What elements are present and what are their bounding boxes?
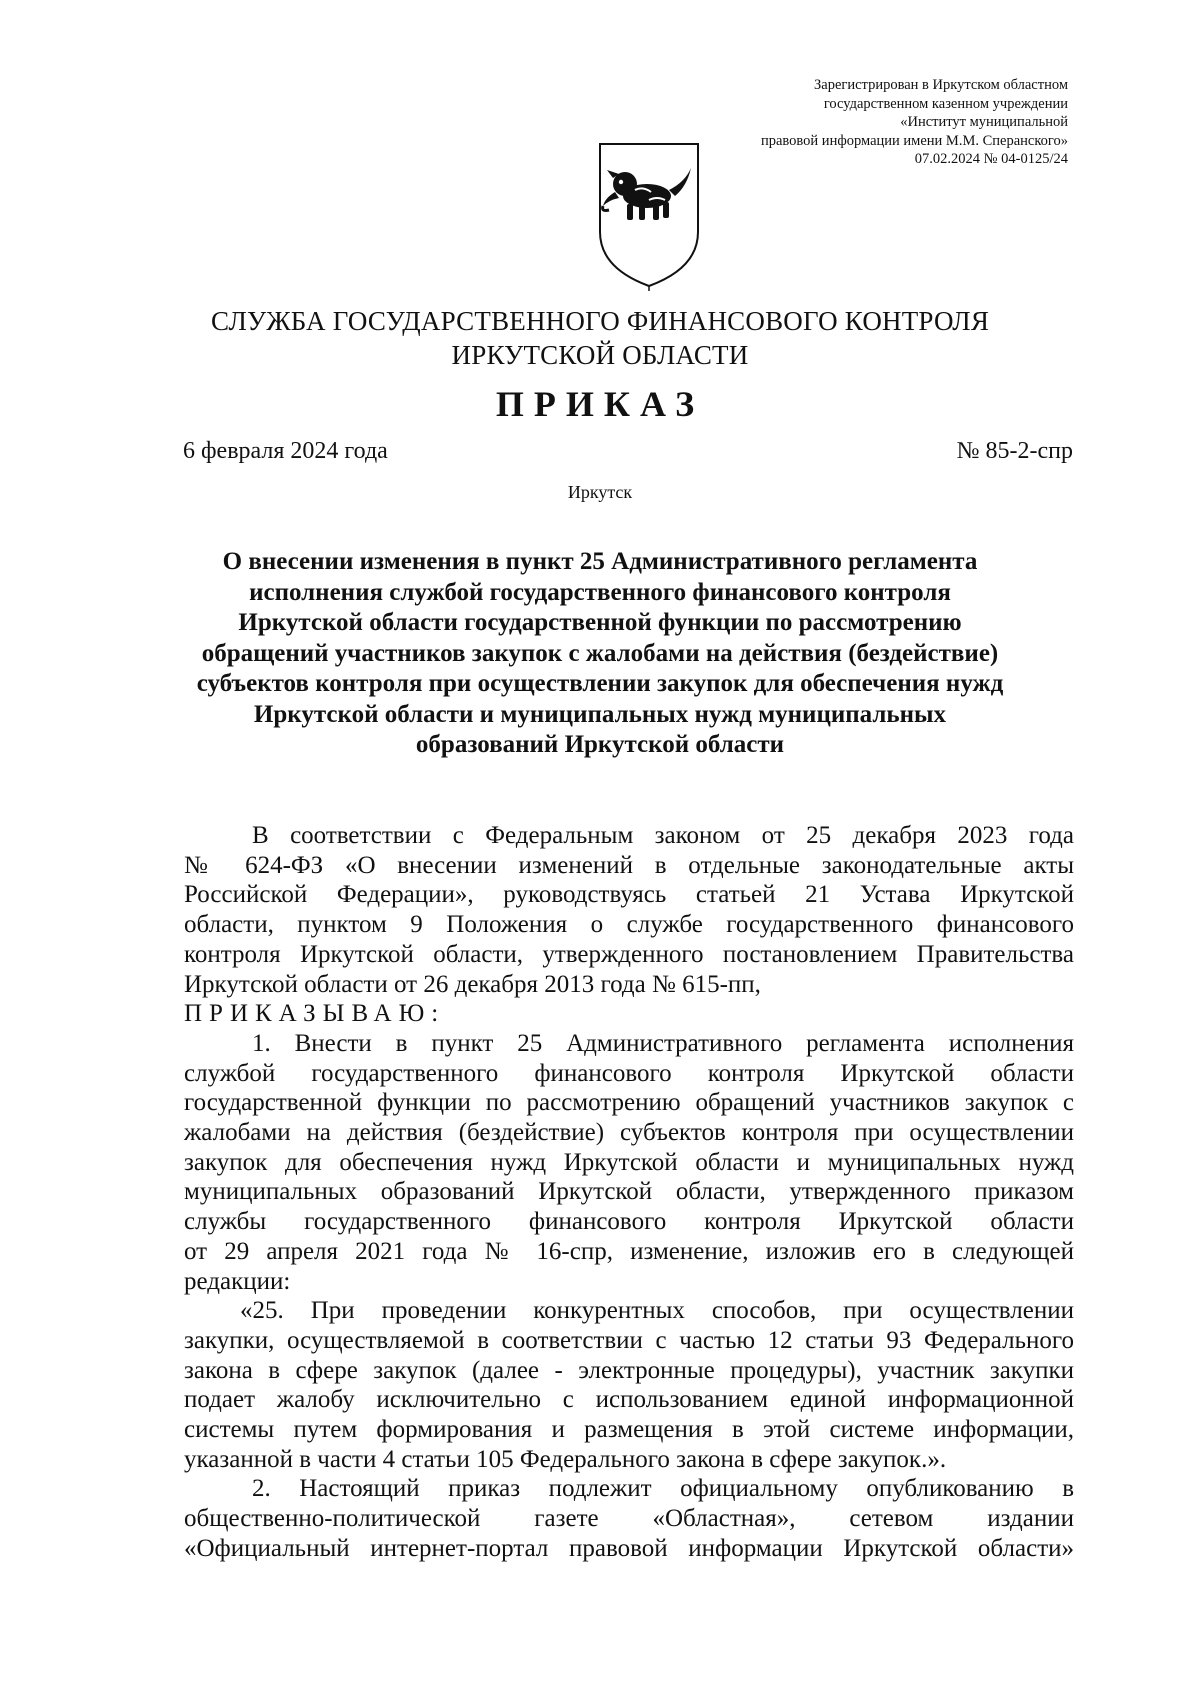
item-25-line: указанной в части 4 статьи 105 Федерального закона в сфере закупок.».	[184, 1445, 947, 1473]
irkutsk-coat-of-arms-icon	[597, 140, 701, 292]
item-2-line: 2. Настоящий приказ подлежит официальному опубликованию в	[252, 1475, 1074, 1503]
subject-line: образований Иркутской области	[415, 731, 785, 758]
document-city: Иркутск	[567, 482, 633, 502]
item-1-line: службы государственного финансового контроля Иркутской области	[184, 1208, 1074, 1236]
subject-line: О внесении изменения в пункт 25 Административного регламента	[222, 548, 978, 575]
registration-line: правовой информации имени М.М. Сперанского»	[760, 132, 1068, 149]
item-2-line: «Официальный интернет-портал правовой информации Иркутской области»	[184, 1534, 1074, 1562]
preamble-line: контроля Иркутской области, утвержденного постановлением Правительства	[184, 940, 1074, 968]
document-subject	[160, 547, 1040, 761]
item-1-line: государственной функции по рассмотрению обращений участников закупок с	[184, 1089, 1074, 1117]
registration-line: государственном казенном учреждении	[823, 95, 1068, 112]
preamble-line: Иркутской области от 26 декабря 2013 года № 615-пп,	[184, 970, 761, 998]
item-1-line: муниципальных образований Иркутской области, утвержденного приказом	[184, 1178, 1074, 1206]
document-number: № 85-2-спр	[956, 438, 1073, 464]
item-1-line: службой государственного финансового контроля Иркутской области	[184, 1059, 1074, 1087]
document-body	[184, 821, 1074, 1564]
item-25-line: «25. При проведении конкурентных способов, при осуществлении	[240, 1297, 1074, 1325]
subject-line: исполнения службой государственного финансового контроля	[249, 578, 951, 606]
item-25-line: системы путем формирования и размещения в этой системе информации,	[184, 1416, 1074, 1444]
agency-name	[160, 304, 1040, 372]
subject-line: Иркутской области государственной функции по рассмотрению	[238, 609, 962, 636]
registration-date-number: 07.02.2024 № 04-0125/24	[914, 151, 1068, 167]
order-word: ПРИКАЗЫВАЮ:	[184, 1000, 446, 1028]
agency-name-line: СЛУЖБА ГОСУДАРСТВЕННОГО ФИНАНСОВОГО КОНТРОЛЯ	[210, 306, 990, 336]
registration-line: «Институт муниципальной	[900, 114, 1068, 130]
item-1-line: от 29 апреля 2021 года № 16-спр, изменение, изложив его в следующей	[184, 1237, 1074, 1265]
preamble-line: № 624-ФЗ «О внесении изменений в отдельные законодательные акты	[184, 851, 1074, 879]
preamble-line: В соответствии с Федеральным законом от 25 декабря 2023 года	[252, 822, 1074, 849]
registration-line: Зарегистрирован в Иркутском областном	[814, 77, 1068, 93]
item-2-line: общественно-политической газете «Областная», сетевом издании	[184, 1505, 1074, 1533]
document-type: ПРИКАЗ	[495, 384, 705, 424]
subject-line: обращений участников закупок с жалобами на действия (бездействие)	[201, 639, 999, 667]
document-date: 6 февраля 2024 года	[183, 438, 388, 464]
subject-line: Иркутской области и муниципальных нужд муниципальных	[253, 700, 947, 728]
item-25-line: подает жалобу исключительно с использованием единой информационной	[184, 1386, 1074, 1414]
agency-name-line: ИРКУТСКОЙ ОБЛАСТИ	[451, 340, 749, 370]
item-25-line: закона в сфере закупок (далее - электронные процедуры), участник закупки	[184, 1356, 1074, 1384]
item-1-line: 1. Внести в пункт 25 Административного регламента исполнения	[252, 1029, 1074, 1057]
preamble-line: области, пунктом 9 Положения о службе государственного финансового	[184, 911, 1074, 939]
item-1-line: редакции:	[184, 1267, 291, 1295]
item-1-line: закупок для обеспечения нужд Иркутской области и муниципальных нужд	[184, 1148, 1074, 1176]
item-25-line: закупки, осуществляемой в соответствии с частью 12 статьи 93 Федерального	[184, 1326, 1074, 1354]
subject-line: субъектов контроля при осуществлении закупок для обеспечения нужд	[196, 670, 1004, 697]
preamble-line: Российской Федерации», руководствуясь статьей 21 Устава Иркутской	[184, 881, 1074, 909]
item-1-line: жалобами на действия (бездействие) субъектов контроля при осуществлении	[184, 1119, 1074, 1147]
